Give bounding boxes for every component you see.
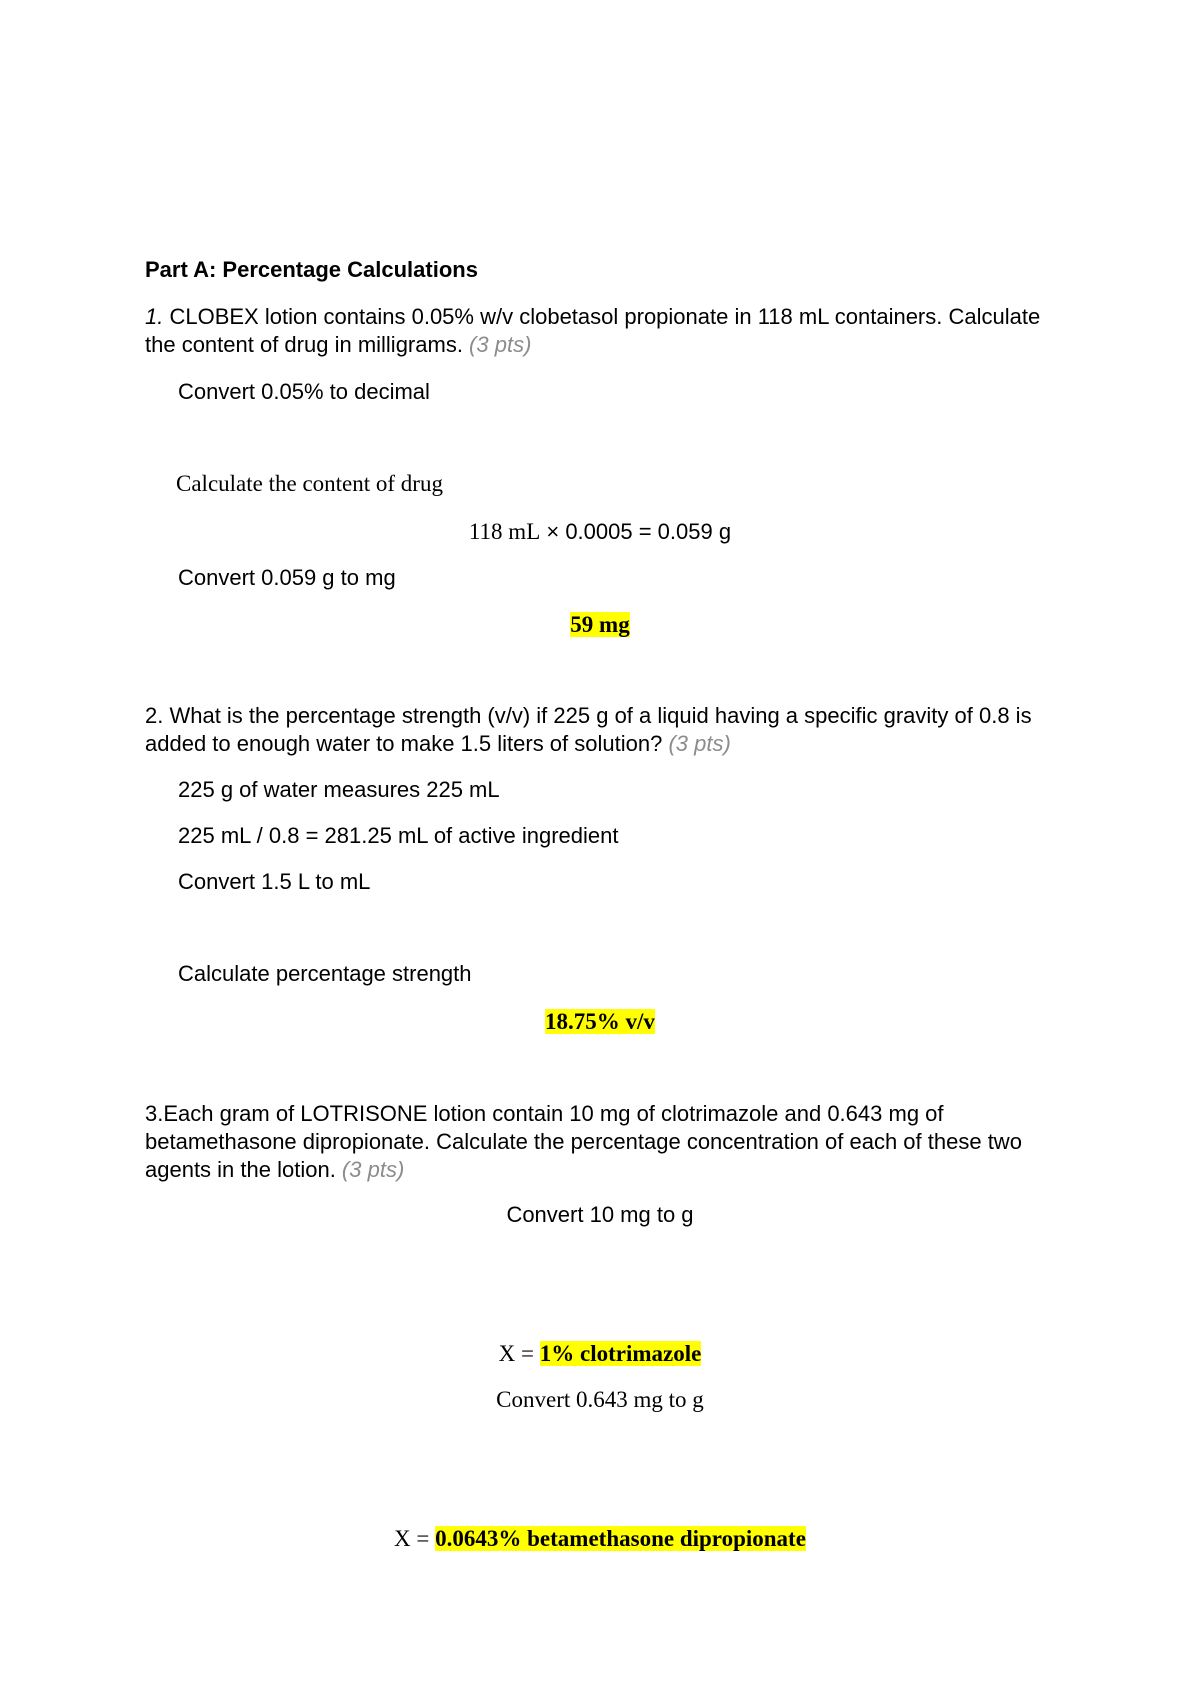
q3-answer-2: 0.0643% betamethasone dipropionate (435, 1526, 806, 1551)
q1-answer-line (0, 611, 1200, 639)
q3-answer-2-line (0, 1525, 1200, 1553)
q3-answer-1-prefix: X = (498, 1341, 540, 1366)
q3-answer-1-line (0, 1340, 1200, 1368)
question-2-points: (3 pts) (662, 731, 731, 756)
q2-step-water-volume: 225 g of water measures 225 mL (178, 777, 500, 802)
q3-answer-1: 1% clotrimazole (539, 1341, 702, 1366)
q1-calc-rest: × 0.0005 = 0.059 g (540, 519, 732, 544)
question-1-text: CLOBEX lotion contains 0.05% w/v clobetasol propionate in 118 mL containers. Calculate the content of drug in milligrams. (145, 304, 1041, 357)
question-3 (145, 1100, 1065, 1184)
q2-step-calc-strength: Calculate percentage strength (178, 961, 472, 986)
question-1-points: (3 pts) (462, 332, 532, 357)
q2-step-convert-ml: Convert 1.5 L to mL (178, 869, 371, 894)
q1-step-convert-mg: Convert 0.059 g to mg (178, 565, 396, 590)
q1-answer: 59 mg (570, 612, 630, 637)
q3-answer-2-prefix: X = (394, 1526, 436, 1551)
question-2 (145, 702, 1065, 758)
q3-step-convert-betamethasone: Convert 0.643 mg to g (496, 1387, 704, 1412)
q1-step-convert-decimal: Convert 0.05% to decimal (178, 379, 430, 404)
section-heading: Part A: Percentage Calculations (145, 257, 478, 282)
question-2-text: 2. What is the percentage strength (v/v) if 225 g of a liquid having a specific gravity of 0.8 is added to enough water to make 1.5 liters of solution? (145, 703, 1032, 756)
question-3-text: 3.Each gram of LOTRISONE lotion contain 10 mg of clotrimazole and 0.643 mg of betamethasone dipropionate. Calculate the percentage concentration of each of these two agents in the lotion. (145, 1101, 1022, 1182)
q1-calc-volume: 118 mL (468, 519, 541, 544)
q3-step-convert-clotrimazole: Convert 10 mg to g (506, 1202, 694, 1227)
question-1 (145, 303, 1065, 359)
q1-step-calculate-content: Calculate the content of drug (176, 471, 443, 496)
q2-answer: 18.75% v/v (545, 1009, 655, 1034)
question-1-number: 1. (145, 304, 164, 329)
question-3-points: (3 pts) (335, 1157, 405, 1182)
q2-answer-line (0, 1008, 1200, 1036)
q2-step-active-ingredient: 225 mL / 0.8 = 281.25 mL of active ingredient (178, 823, 619, 848)
q1-calculation (0, 518, 1200, 546)
